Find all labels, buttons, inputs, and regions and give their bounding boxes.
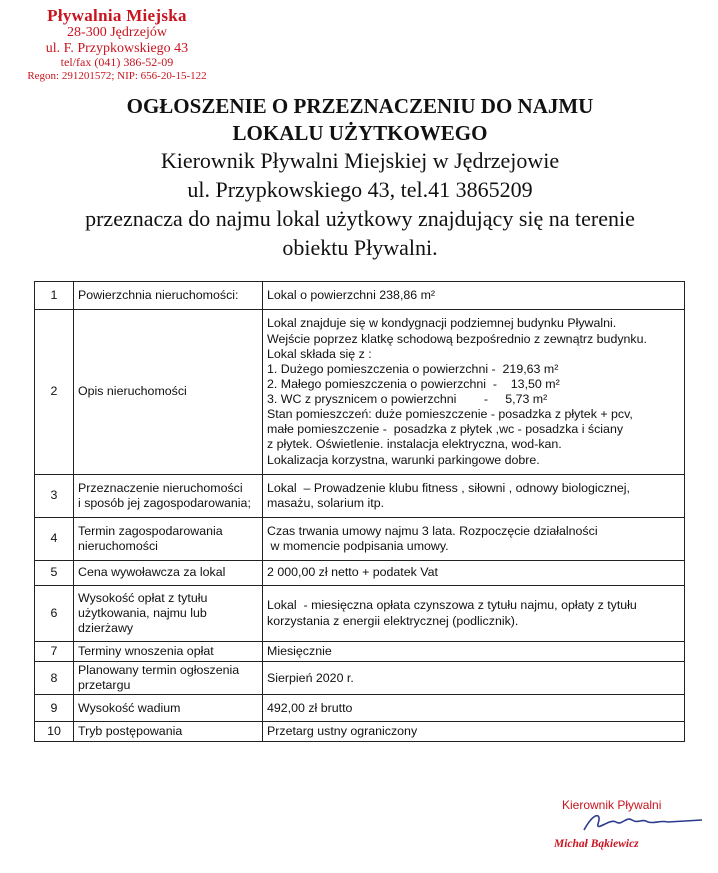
row-value-line: masażu, solarium itp. (267, 496, 385, 510)
table-row (35, 722, 685, 742)
row-value (263, 310, 685, 475)
row-value-line: Miesięcznie (267, 643, 332, 658)
row-label-line: nieruchomości (78, 539, 158, 553)
property-table (34, 281, 685, 742)
row-value-line: z płytek. Oświetlenie. instalacja elektryczna, wod-kan. (267, 437, 562, 452)
stamp-street: ul. F. Przypkowskiego 43 (45, 40, 189, 56)
row-label-line: Powierzchnia nieruchomości: (78, 287, 239, 302)
row-label-line: Wysokość wadium (78, 700, 181, 715)
table-row (35, 518, 685, 561)
handwritten-signature (576, 808, 706, 838)
row-value (263, 695, 685, 722)
row-number: 9 (35, 695, 74, 722)
row-label-line: Tryb postępowania (78, 724, 183, 739)
row-value-line: Lokal składa się z : (267, 346, 372, 361)
table-row (35, 642, 685, 662)
row-value-line: Sierpień 2020 r. (267, 670, 354, 685)
row-label-line: Przeznaczenie nieruchomości (78, 480, 243, 495)
institution-stamp (0, 6, 234, 82)
row-value-line: Przetarg ustny ograniczony (267, 724, 418, 739)
stamp-ids: Regon: 291201572; NIP: 656-20-15-122 (27, 69, 207, 82)
row-number: 1 (35, 282, 74, 310)
title-line-2: LOKALU UŻYTKOWEGO (232, 120, 488, 145)
row-label (74, 722, 263, 742)
table-row (35, 561, 685, 586)
row-value-line: Wejście poprzez klatkę schodową bezpośrednio z zewnątrz budynku. (267, 331, 647, 346)
row-value-line: korzystania z energii elektrycznej (podlicznik). (267, 613, 519, 628)
row-value-line: 492,00 zł brutto (267, 700, 353, 715)
row-number: 7 (35, 642, 74, 662)
document-title (60, 93, 660, 147)
row-number: 5 (35, 561, 74, 586)
row-value-line: w momencie podpisania umowy. (267, 539, 449, 553)
row-value-line: Czas trwania umowy najmu 3 lata. Rozpoczęcie działalności (267, 523, 598, 538)
table-row (35, 282, 685, 310)
table-row (35, 695, 685, 722)
row-label-line: Terminy wnoszenia opłat (78, 643, 214, 658)
intro-line-1: Kierownik Pływalni Miejskiej w Jędrzejowie (160, 148, 560, 173)
row-label (74, 662, 263, 695)
row-label-line: Opis nieruchomości (78, 384, 187, 399)
row-value-line: Stan pomieszczeń: duże pomieszczenie - posadzka z płytek + pcv, (267, 407, 633, 422)
row-value (263, 642, 685, 662)
stamp-postal: 28-300 Jędrzejów (67, 25, 167, 41)
row-number: 6 (35, 586, 74, 642)
row-value-line: Lokal o powierzchni 238,86 m² (267, 287, 436, 302)
row-label-line: Planowany termin ogłoszenia (78, 663, 240, 677)
row-label (74, 695, 263, 722)
row-value (263, 561, 685, 586)
row-number: 8 (35, 662, 74, 695)
signature-title: Kierownik Pływalni (562, 798, 662, 812)
intro-line-2: ul. Przypkowskiego 43, tel.41 3865209 (187, 177, 533, 203)
row-number: 2 (35, 310, 74, 475)
row-value-line: małe pomieszczenie - posadzka z płytek ,wc - posadzka i ściany (267, 422, 624, 437)
row-label-line: użytkowania, najmu lub (78, 605, 207, 620)
row-value (263, 518, 685, 561)
row-value (263, 586, 685, 642)
intro-line-4: obiektu Pływalni. (282, 235, 438, 261)
row-number: 10 (35, 722, 74, 742)
row-label (74, 586, 263, 642)
row-label-line: Termin zagospodarowania (78, 523, 223, 538)
row-value-line: Lokalizacja korzystna, warunki parkingowe dobre. (267, 452, 540, 467)
row-value-line: Lokal znajduje się w kondygnacji podziemnej budynku Pływalni. (267, 316, 617, 331)
table-row (35, 662, 685, 695)
stamp-phone: tel/fax (041) 386-52-09 (60, 55, 174, 70)
row-label-line: Cena wywoławcza za lokal (78, 565, 226, 580)
row-value (263, 662, 685, 695)
row-label (74, 561, 263, 586)
row-label (74, 518, 263, 561)
stamp-name: Pływalnia Miejska (47, 6, 187, 25)
row-value-line: 1. Dużego pomieszczenia o powierzchni - 219,63 m² (267, 361, 559, 376)
row-label (74, 310, 263, 475)
signatory-name: Michał Bąkiewicz (554, 838, 639, 850)
intro-paragraph (30, 146, 690, 262)
row-value (263, 475, 685, 518)
row-label-line: i sposób jej zagospodarowania; (78, 496, 251, 510)
row-label (74, 282, 263, 310)
row-value-line: 2. Małego pomieszczenia o powierzchni - 13,50 m² (267, 376, 560, 391)
row-number: 3 (35, 475, 74, 518)
row-value-line: 2 000,00 zł netto + podatek Vat (267, 565, 438, 580)
row-number: 4 (35, 518, 74, 561)
row-label-line: dzierżawy (78, 621, 134, 636)
row-value (263, 722, 685, 742)
table-row (35, 586, 685, 642)
table-row (35, 475, 685, 518)
row-value-line: 3. WC z prysznicem o powierzchni - 5,73 m² (267, 392, 548, 406)
intro-line-3: przeznacza do najmu lokal użytkowy znajdujący się na terenie (85, 206, 635, 232)
row-label-line: przetargu (78, 678, 131, 693)
table-row (35, 310, 685, 475)
row-label (74, 642, 263, 662)
row-value (263, 282, 685, 310)
title-line-1: OGŁOSZENIE O PRZEZNACZENIU DO NAJMU (126, 94, 594, 118)
row-label-line: Wysokość opłat z tytułu (78, 590, 208, 605)
row-value-line: Lokal – Prowadzenie klubu fitness , siłowni , odnowy biologicznej, (267, 480, 630, 495)
row-value-line: Lokal - miesięczna opłata czynszowa z tytułu najmu, opłaty z tytułu (267, 598, 637, 613)
row-label (74, 475, 263, 518)
